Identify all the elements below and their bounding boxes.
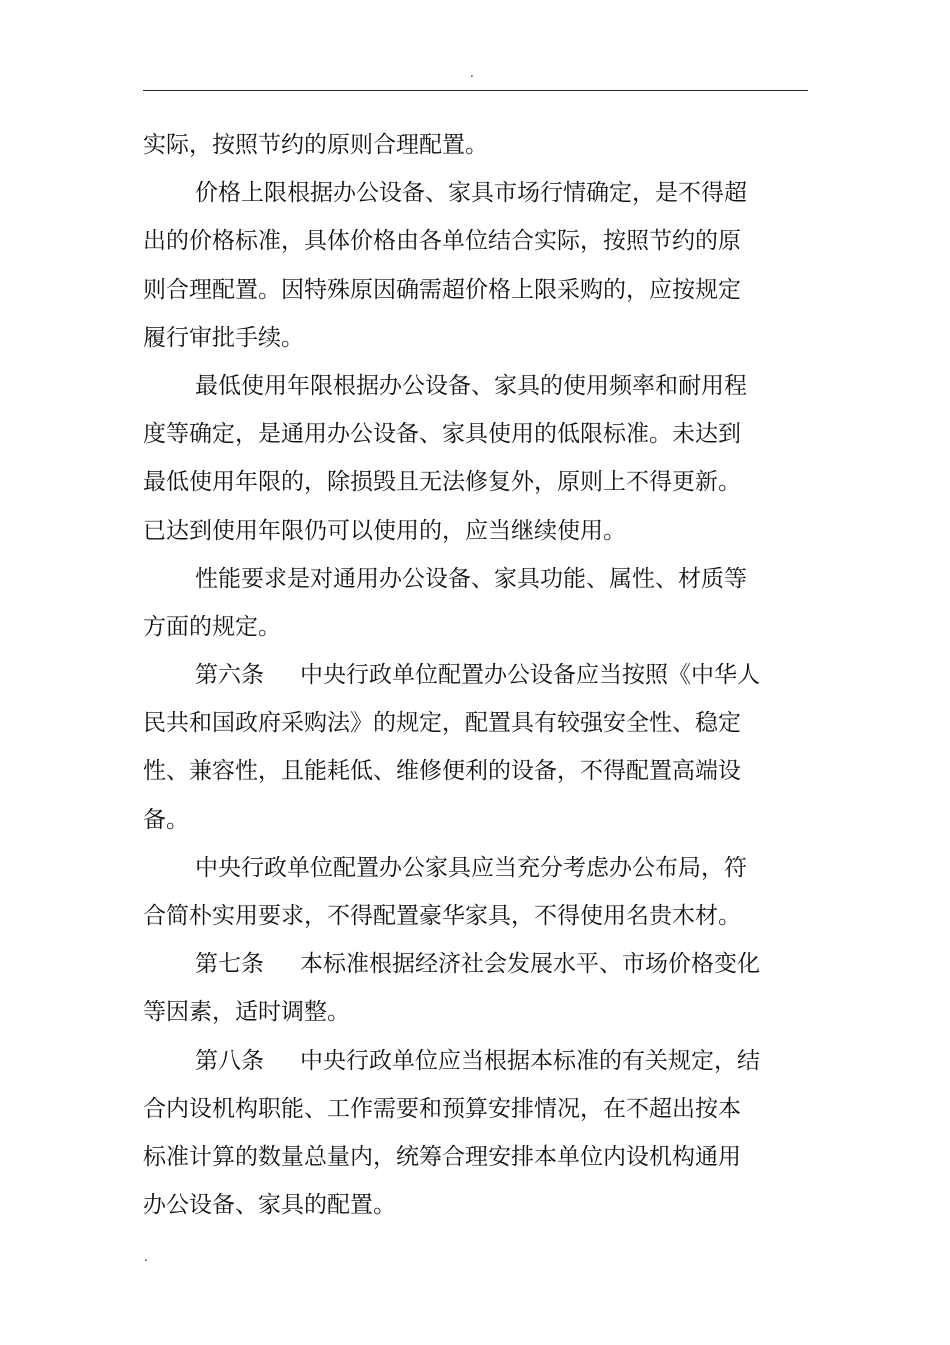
article-8-line <box>143 1037 760 1085</box>
text-line: 出的价格标准，具体价格由各单位结合实际，按照节约的原 <box>143 228 741 255</box>
text-line: 则合理配置。因特殊原因确需超价格上限采购的，应按规定 <box>143 276 741 303</box>
header-dot: . <box>470 66 474 80</box>
article-number: 第八条 <box>195 1047 264 1074</box>
text-line: 履行审批手续。 <box>143 324 304 351</box>
text-line: 方面的规定。 <box>143 613 281 640</box>
paragraph-start-line: 价格上限根据办公设备、家具市场行情确定，是不得超 <box>195 180 747 207</box>
text-line: 合内设机构职能、工作需要和预算安排情况，在不超出按本 <box>143 1095 741 1122</box>
footer-dot: . <box>144 1250 148 1264</box>
document-body <box>143 121 760 1229</box>
article-text: 本标准根据经济社会发展水平、市场价格变化 <box>300 951 760 978</box>
article-text: 中央行政单位配置办公设备应当按照《中华人 <box>300 662 760 689</box>
article-number: 第七条 <box>195 951 264 978</box>
text-line: 度等确定，是通用办公设备、家具使用的低限标准。未达到 <box>143 421 741 448</box>
text-line: 实际，按照节约的原则合理配置。 <box>143 132 488 158</box>
article-7-line <box>143 940 760 988</box>
paragraph-start-line: 性能要求是对通用办公设备、家具功能、属性、材质等 <box>195 565 747 592</box>
text-line: 办公设备、家具的配置。 <box>143 1192 396 1219</box>
text-line: 合简朴实用要求，不得配置豪华家具，不得使用名贵木材。 <box>143 903 741 929</box>
header-rule <box>143 90 808 91</box>
text-line: 已达到使用年限仍可以使用的，应当继续使用。 <box>143 517 626 544</box>
text-line: 性、兼容性，且能耗低、维修便利的设备，不得配置高端设 <box>143 758 741 785</box>
text-line: 标准计算的数量总量内，统筹合理安排本单位内设机构通用 <box>143 1143 741 1170</box>
article-number: 第六条 <box>195 662 264 689</box>
text-line: 民共和国政府采购法》的规定，配置具有较强安全性、稳定 <box>143 710 741 737</box>
text-line: 备。 <box>143 806 189 833</box>
article-text: 中央行政单位应当根据本标准的有关规定，结 <box>300 1047 760 1074</box>
text-line: 最低使用年限的，除损毁且无法修复外，原则上不得更新。 <box>143 469 741 496</box>
text-line: 等因素，适时调整。 <box>143 999 350 1026</box>
article-6-line <box>143 651 760 699</box>
paragraph-start-line: 中央行政单位配置办公家具应当充分考虑办公布局，符 <box>195 854 747 881</box>
paragraph-start-line: 最低使用年限根据办公设备、家具的使用频率和耐用程 <box>195 372 747 399</box>
